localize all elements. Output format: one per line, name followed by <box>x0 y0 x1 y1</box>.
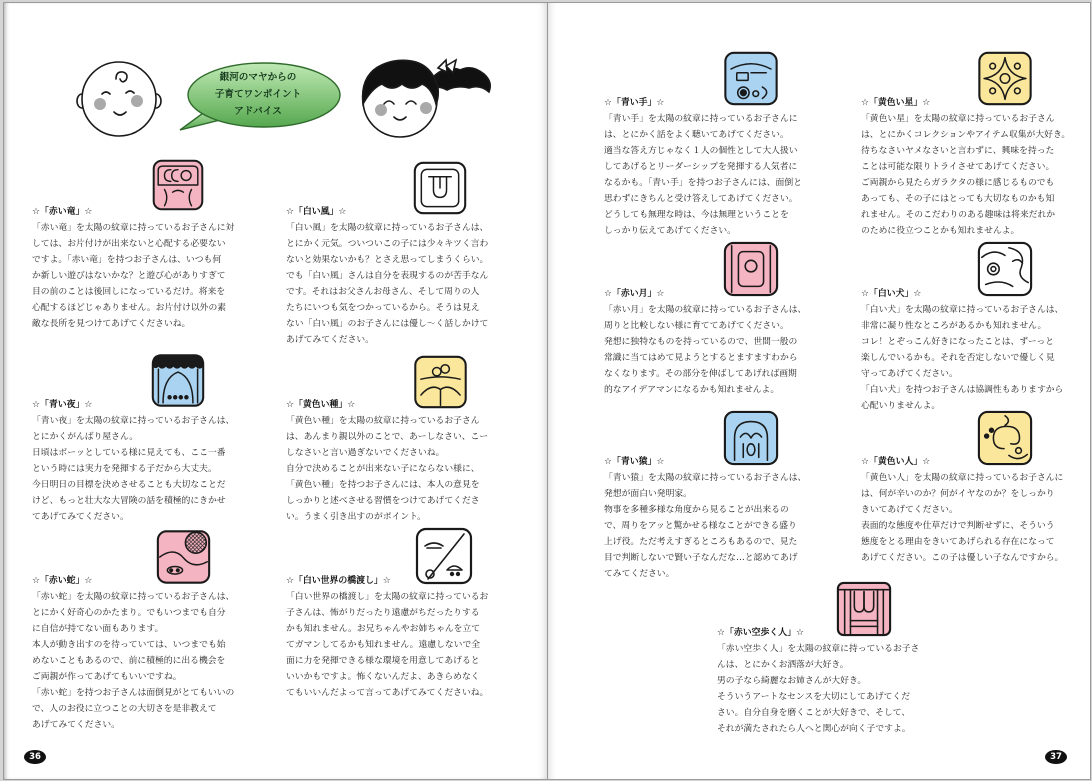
entry-blue-monkey <box>604 454 806 582</box>
entry-body: 「青い手」を太陽の紋章に持っているお子さんに は、とにかく話をよく聴いてあげてください。 適当な答え方じゃなく１人の個性として大人扱い してあげるとリーダーシップを発揮する人気者に なるかも。「青い手」を持つお子さんには、面倒と 思わずにきちんと受け答えしてあげてください。 どうしても無理な時は、今は無理ということを しっかり伝えてあげてください。 <box>604 114 802 236</box>
entry-yellow-human <box>861 454 1063 566</box>
entry-title: ☆「黄色い人」☆ <box>861 457 931 467</box>
entry-white-wind <box>286 204 488 348</box>
entry-title: ☆「青い手」☆ <box>604 98 665 108</box>
entry-yellow-star <box>861 95 1070 239</box>
entry-red-serpent <box>32 573 234 733</box>
entry-title: ☆「白い犬」☆ <box>861 289 922 299</box>
entry-title: ☆「赤い竜」☆ <box>32 207 93 217</box>
baby-right-cheek <box>131 95 143 107</box>
page-number-left: 36 <box>24 750 46 764</box>
entry-red-dragon <box>32 204 234 332</box>
entry-body: 「青い夜」を太陽の紋章に持っているお子さんは、 とにかくがんばり屋さん。 日頃はボーッとしている様に見えても、ここ一番 という時には実力を発揮する子だから大丈夫。 今日明日の目標を決めさせることも大切なことだ けど、もっと壮大な大冒険の話を積極的にきかせ てあげてみてください。 <box>32 416 235 522</box>
baby-face-icon <box>76 55 162 141</box>
bubble-line-2: 子育てワンポイント <box>214 89 302 100</box>
girl-pigtail <box>432 68 490 92</box>
entry-body: 「黄色い種」を太陽の紋章に持っているお子さん は、あんまり親以外のことで、あーしなさい、こー しなさいと言い過ぎないでくださいね。 自分で決めることが出来ない子にならない様に、 「黄色い種」を持つお子さんには、本人の意見を しっかりと述べさせる習慣をつけてあげてくださ い。うまく引き出すのがポイント。 <box>286 416 489 522</box>
entry-title: ☆「黄色い星」☆ <box>861 98 931 108</box>
entry-body: 「赤い月」を太陽の紋章に持っているお子さんは、 周りと比較しない様に育ててあげてください。 発想に独特なものを持っているので、世間一般の 常識に当てはめて見ようとするとますますわから なくなります。その部分を伸ばしてあげれば画期 的なアイデアマンになるかも知れませんよ。 <box>604 305 807 395</box>
entry-title: ☆「白い世界の橋渡し」☆ <box>286 576 391 586</box>
entry-yellow-seed <box>286 397 488 525</box>
entry-body: 「黄色い星」を太陽の紋章に持っているお子さん は、とにかくコレクションやアイテム収集が大好き。 待ちなさいヤメなさいと言わずに、興味を持った ことは可能な限りトライさせてあげてください。 ご両親から見たらガラクタの様に感じるものでも あっても、その子にはとっても大切なものかも知 れません。そのこだわりのある趣味は将来だれか のために役立つことかも知れませんよ。 <box>861 114 1071 236</box>
entry-title: ☆「黄色い種」☆ <box>286 400 356 410</box>
entry-body: 「白い風」を太陽の紋章に持っているお子さんは、 とにかく元気。ついついこの子には少々キツく言わ ないと効果ないかも？とさえ思ってしまうくらい。 でも「白い風」さんは自分を表現するのが苦手なん です。それはお父さんお母さん、そして周りの人 たちにいつも気をつかっているから。そうは見え ない「白い風」のお子さんには優し～く話しかけて あげてみてください。 <box>286 223 489 345</box>
baby-left-cheek <box>94 98 106 110</box>
girl-right-cheek <box>420 102 432 114</box>
entry-title: ☆「赤い月」☆ <box>604 289 665 299</box>
entry-title: ☆「赤い蛇」☆ <box>32 576 93 586</box>
entry-title: ☆「白い風」☆ <box>286 207 347 217</box>
entry-body: 「白い犬」を太陽の紋章に持っているお子さんは、 非常に凝り性なところがあるかも知れません。 コレ！とぞっこん好きになったことは、ずーっと 楽しんでいるかも。それを否定しないで優しく見 守ってあげてください。 「白い犬」を持つお子さんは協調性もありますから 心配いりませんよ。 <box>861 305 1064 411</box>
entry-blue-night <box>32 397 234 525</box>
entry-white-dog <box>861 286 1063 414</box>
entry-red-skywalker <box>717 625 919 737</box>
entry-white-world-bridger <box>286 573 488 701</box>
entry-body: 「白い世界の橋渡し」を太陽の紋章に持っているお 子さんは、怖がりだったり遠慮がちだったりする かも知れません。お兄ちゃんやお姉ちゃんを立て てガマンしてるかも知れません。遠慮しないで全 面に力を発揮できる様な環境を用意してあげると いいかもですよ。怖くないんだよ、あきらめなく てもいいんだよって言ってあげてみてくださいね。 <box>286 592 489 698</box>
girl-left-cheek <box>375 104 387 116</box>
bubble-line-1: 銀河のマヤからの <box>219 72 297 83</box>
bubble-line-3: アドバイス <box>234 106 282 117</box>
entry-blue-hand <box>604 95 802 239</box>
entry-body: 「赤い蛇」を太陽の紋章に持っているお子さんは、 とにかく好奇心のかたまり。でもいつまでも自分 に自信が持てない面もあります。 本人が動き出すのを待っていては、いつまでも始 めないこともあるので、前に積極的に出る機会を ご両親が作ってあげてもいいですね。 「赤い蛇」を持つお子さんは面倒見がとてもいいの で、人のお役に立つことの大切さを是非教えて あげてみてください。 <box>32 592 235 730</box>
entry-body: 「赤い竜」を太陽の紋章に持っているお子さんに対 しては、お片付けが出来ないと心配する必要ない ですよ。「赤い竜」を持つお子さんは、いつも何 か新しい遊びはないかな？と遊び心がありすぎて 目の前のことは後回しになっているだけ。将来を 心配するほどじゃありません。お片付け以外の素 敵な長所を見つけてあげてくださいね。 <box>32 223 235 329</box>
entry-title: ☆「赤い空歩く人」☆ <box>717 628 804 638</box>
entry-body: 「赤い空歩く人」を太陽の紋章に持っているお子さ んは、とにかくお洒落が大好き。 男の子なら綺麗なお姉さんが大好き。 そういうアートなセンスを大切にしてあげてくだ さい。自分自身を磨くことが大好きで、そして、 それが満たされたら人へと関心が向く子ですよ。 <box>717 644 920 734</box>
entry-red-moon <box>604 286 806 398</box>
entry-body: 「青い猿」を太陽の紋章に持っているお子さんは、 発想が面白い発明家。 物事を多種多様な角度から見ることが出来るの で、周りをアッと驚かせる様なことができる盛り 上げ役。ただ考えすぎるところもあるので、見た 目で判断しないで賢い子なんだな…と認めてあげ てみてください。 <box>604 473 807 579</box>
page-number-right: 37 <box>1045 750 1067 764</box>
girl-face-icon <box>350 46 496 138</box>
entry-title: ☆「青い猿」☆ <box>604 457 665 467</box>
entry-title: ☆「青い夜」☆ <box>32 400 93 410</box>
entry-body: 「黄色い人」を太陽の紋章に持っているお子さんに は、何が辛いのか？何がイヤなのか？をしっかり きいてあげてください。 表面的な態度や仕草だけで判断せずに、そういう 態度をとる理由をきいてあげられる存在になって あげてください。この子は優しい子なんですから。 <box>861 473 1064 563</box>
